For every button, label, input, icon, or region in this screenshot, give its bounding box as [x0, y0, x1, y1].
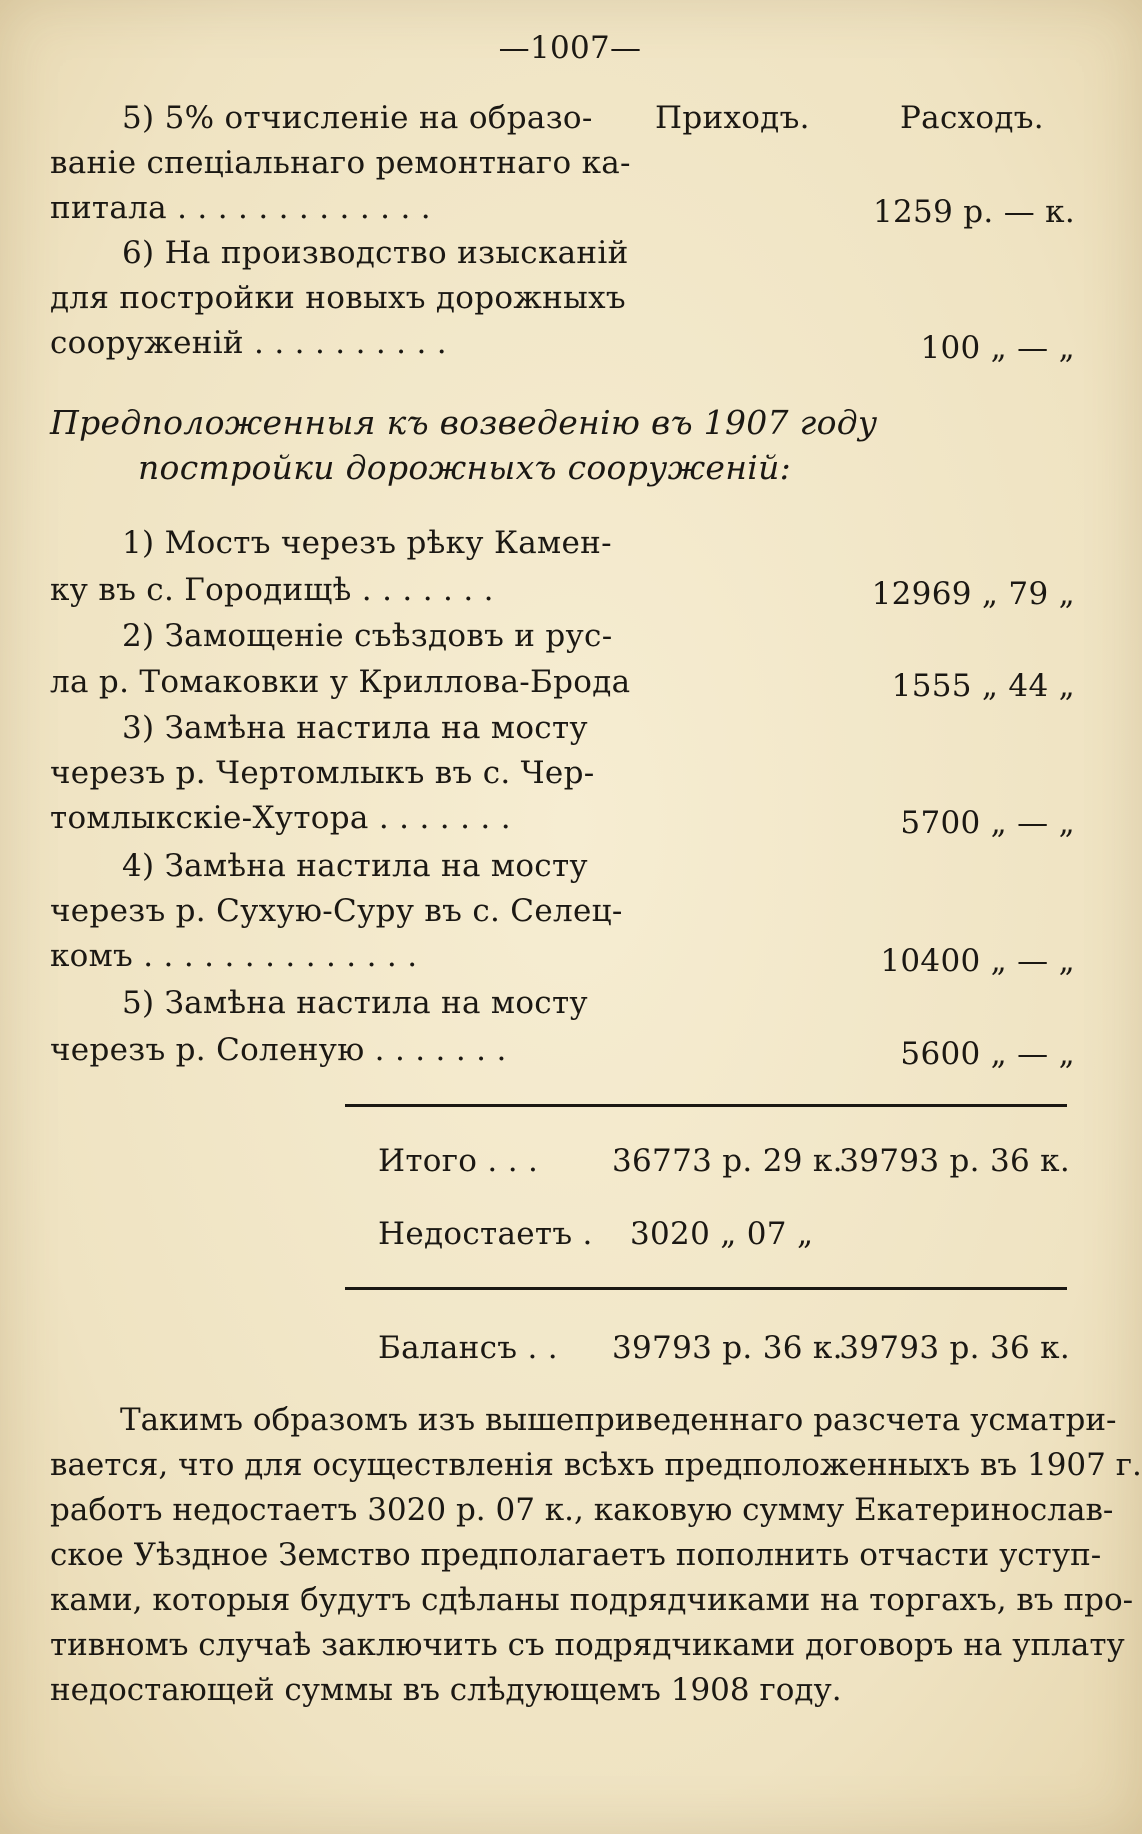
- paragraph-line: ское Уѣздное Земство предполагаетъ пополнить отчасти уступ-: [50, 1537, 1102, 1573]
- divider-rule: [345, 1287, 1067, 1290]
- item-3-line-1: 3) Замѣна настила на мосту: [122, 710, 588, 746]
- total-income: 36773 р. 29 к.: [612, 1143, 843, 1179]
- paragraph-line: Такимъ образомъ изъ вышеприведеннаго разсчета усматри-: [120, 1402, 1117, 1438]
- item-top-1-amount: 1259 р. — к.: [873, 194, 1075, 230]
- expense-header: Расходъ.: [900, 100, 1044, 136]
- item-4-line-3: комъ . . . . . . . . . . . . . .: [50, 938, 418, 974]
- item-5-line-2: черезъ р. Соленую . . . . . . .: [50, 1032, 507, 1068]
- item-top-2-line-3: сооруженій . . . . . . . . . .: [50, 325, 447, 361]
- section-title-line-2: постройки дорожныхъ сооруженій:: [138, 448, 792, 487]
- item-1-line-2: ку въ с. Городищѣ . . . . . . .: [50, 572, 494, 608]
- item-2-line-1: 2) Замощеніе съѣздовъ и рус-: [122, 618, 613, 654]
- item-5-amount: 5600 „ — „: [900, 1036, 1075, 1072]
- conclusion-paragraph: [50, 1398, 1142, 1713]
- section-title-line-1: Предположенныя къ возведенію въ 1907 году: [50, 403, 878, 442]
- item-3-line-3: томлыкскіе-Хутора . . . . . . .: [50, 800, 511, 836]
- balance-income: 39793 р. 36 к.: [612, 1330, 843, 1366]
- income-header: Приходъ.: [655, 100, 810, 136]
- item-4-line-1: 4) Замѣна настила на мосту: [122, 848, 588, 884]
- item-2-amount: 1555 „ 44 „: [891, 668, 1075, 704]
- item-3-line-2: черезъ р. Чертомлыкъ въ с. Чер-: [50, 755, 595, 791]
- item-2-line-2: ла р. Томаковки у Криллова-Брода: [50, 664, 631, 700]
- deficit-label: Недостаетъ .: [378, 1216, 593, 1252]
- paragraph-line: работъ недостаетъ 3020 р. 07 к., каковую сумму Екатеринослав-: [50, 1492, 1114, 1528]
- item-top-1-line-1: 5) 5% отчисленіе на образо-: [122, 100, 593, 136]
- balance-expense: 39793 р. 36 к.: [839, 1330, 1070, 1366]
- item-4-line-2: черезъ р. Сухую-Суру въ с. Селец-: [50, 893, 623, 929]
- paragraph-line: ками, которыя будутъ сдѣланы подрядчиками на торгахъ, въ про-: [50, 1582, 1134, 1618]
- paragraph-line: тивномъ случаѣ заключить съ подрядчиками договоръ на уплату: [50, 1627, 1125, 1663]
- paragraph-line: вается, что для осуществленія всѣхъ предположенныхъ въ 1907 г.: [50, 1447, 1142, 1483]
- page-number: —1007—: [498, 30, 642, 66]
- balance-label: Балансъ . .: [378, 1330, 558, 1366]
- item-top-2-line-1: 6) На производство изысканій: [122, 235, 629, 271]
- item-top-1-line-3: питала . . . . . . . . . . . . .: [50, 190, 431, 226]
- divider-rule: [345, 1104, 1067, 1107]
- paragraph-line: недостающей суммы въ слѣдующемъ 1908 году.: [50, 1672, 842, 1708]
- item-4-amount: 10400 „ — „: [880, 943, 1075, 979]
- total-expense: 39793 р. 36 к.: [839, 1143, 1070, 1179]
- item-top-2-line-2: для постройки новыхъ дорожныхъ: [50, 280, 626, 316]
- item-3-amount: 5700 „ — „: [900, 805, 1075, 841]
- item-5-line-1: 5) Замѣна настила на мосту: [122, 985, 588, 1021]
- deficit-value: 3020 „ 07 „: [630, 1216, 814, 1252]
- item-1-amount: 12969 „ 79 „: [871, 576, 1075, 612]
- item-top-2-amount: 100 „ — „: [920, 330, 1075, 366]
- total-label: Итого . . .: [378, 1143, 539, 1179]
- item-top-1-line-2: ваніе спеціальнаго ремонтнаго ка-: [50, 145, 631, 181]
- item-1-line-1: 1) Мостъ черезъ рѣку Камен-: [122, 525, 612, 561]
